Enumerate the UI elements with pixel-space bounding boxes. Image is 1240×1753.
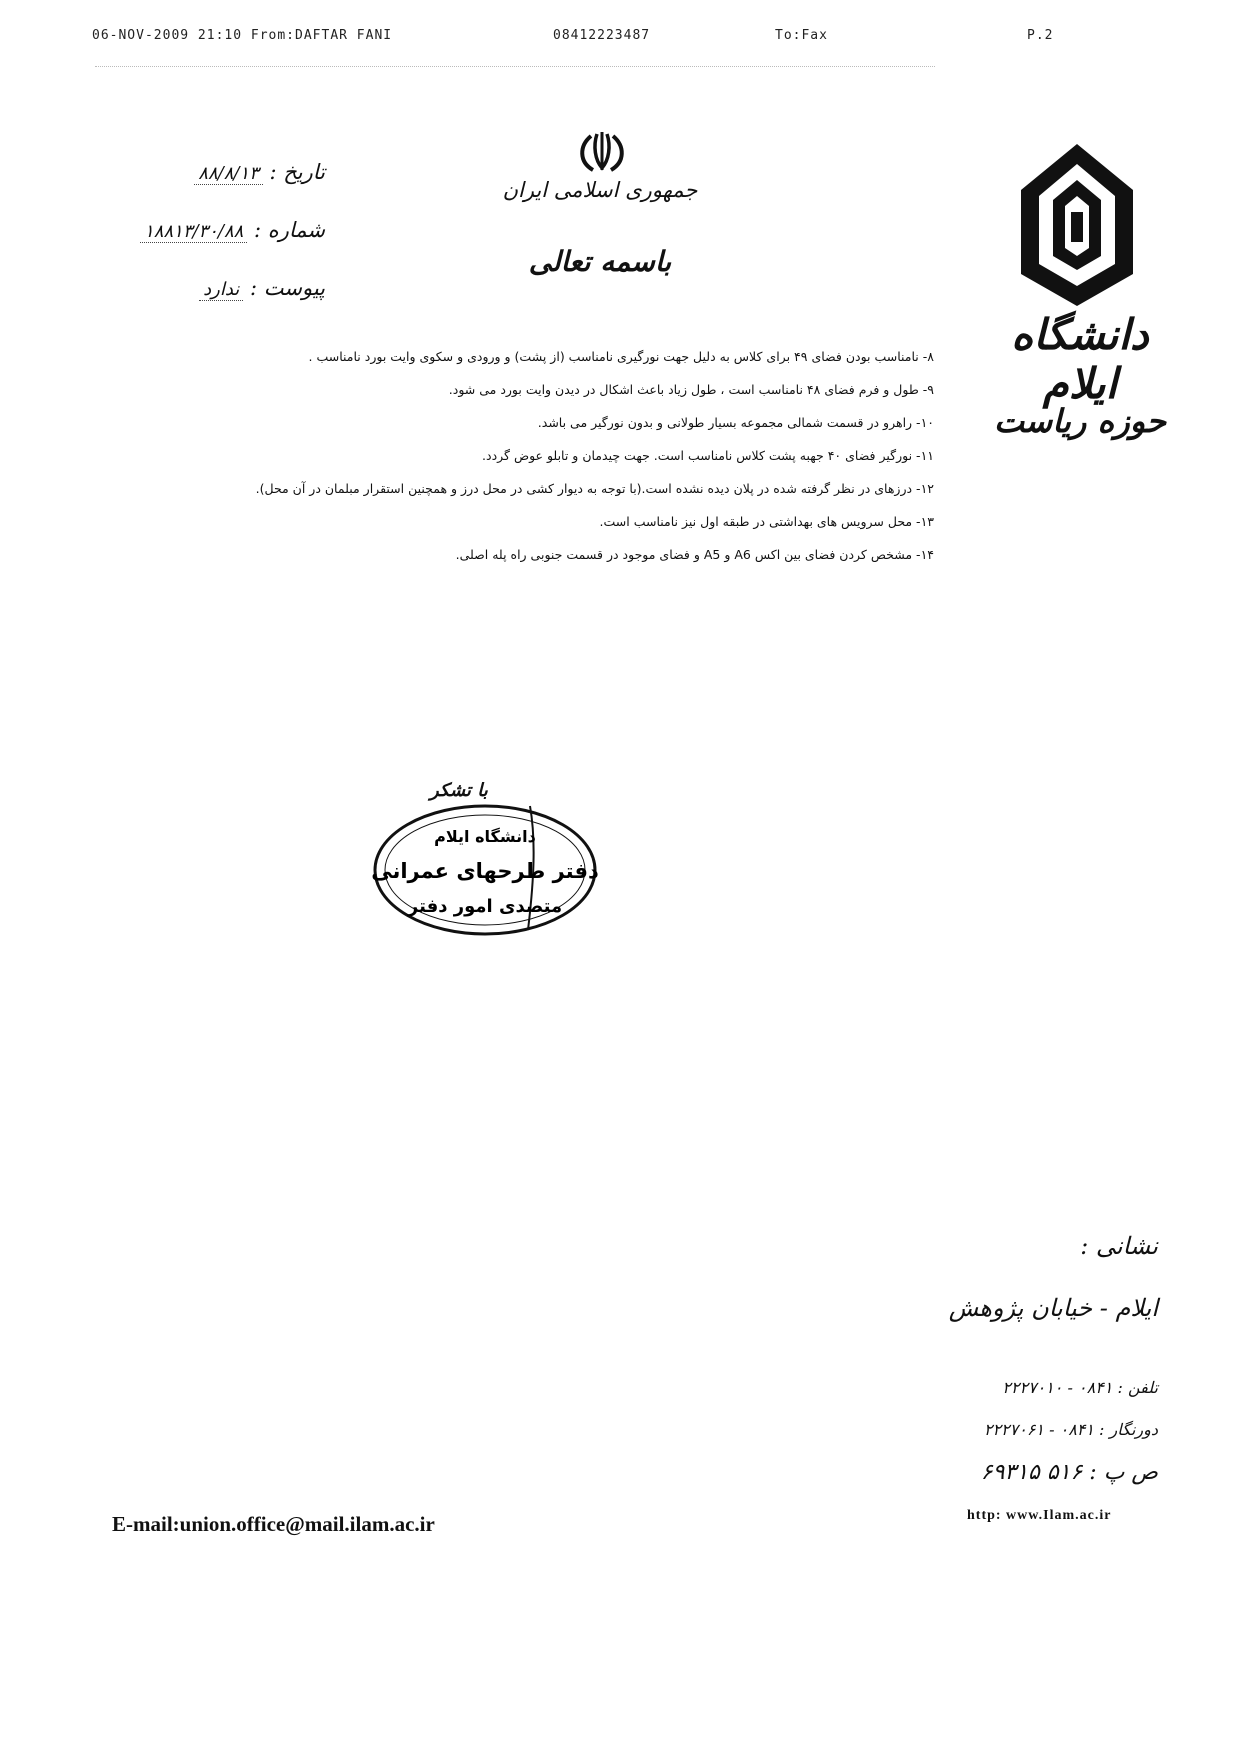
stamp-line-2: دفتر طرحهای عمرانی	[371, 859, 599, 883]
list-item: ۱۰- راهرو در قسمت شمالی مجموعه بسیار طولانی و بدون نورگیر می باشد.	[537, 415, 934, 430]
university-logo-icon	[1017, 140, 1137, 310]
republic-title: جمهوری اسلامی ایران	[502, 178, 698, 202]
stamp-line-1: دانشگاه ایلام	[434, 827, 536, 846]
email-link[interactable]: E-mail:union.office@mail.ilam.ac.ir	[112, 1512, 435, 1536]
items-list	[170, 340, 934, 571]
list-item: ۱۱- نورگیر فضای ۴۰ جهبه پشت کلاس نامناسب است. جهت چیدمان و تابلو عوض گردد.	[482, 448, 934, 463]
address-fax: دورنگار : ۰۸۴۱ - ۲۲۲۷۰۶۱	[983, 1420, 1158, 1439]
number-label: شماره :	[253, 218, 325, 242]
address-street: ایلام - خیابان پژوهش	[948, 1294, 1158, 1322]
address-phone: تلفن : ۰۸۴۱ - ۲۲۲۷۰۱۰	[1002, 1378, 1158, 1397]
letter-attachment	[199, 276, 325, 300]
address-po-box: ص پ : ۵۱۶ ۶۹۳۱۵	[980, 1460, 1158, 1485]
fax-page: P.2	[1027, 28, 1054, 43]
website-link[interactable]: http: www.Ilam.ac.ir	[967, 1508, 1112, 1523]
attachment-label: پیوست :	[250, 276, 325, 300]
list-item: ۱۲- درزهای در نظر گرفته شده در پلان دیده نشده است.(با توجه به دیوار کشی در محل درز و همچنین استقرار مبلمان در آن محل).	[255, 481, 934, 496]
list-item: ۱۴- مشخص کردن فضای بین اکس A6 و A5 و فضای موجود در قسمت جنوبی راه پله اصلی.	[455, 547, 934, 562]
list-item: ۱۳- محل سرویس های بهداشتی در طبقه اول نیز نامناسب است.	[599, 514, 934, 529]
stamp-line-3: متصدی امور دفتر	[407, 896, 563, 917]
closing-text: با تشکر	[430, 780, 488, 801]
university-name: دانشگاه ایلام	[1011, 310, 1149, 408]
fax-to: To:Fax	[775, 28, 828, 43]
fax-date-from: 06-NOV-2009 21:10 From:DAFTAR FANI	[92, 28, 393, 43]
letter-number	[140, 218, 325, 242]
fax-divider	[95, 66, 935, 67]
attachment-value: ندارد	[199, 279, 243, 301]
number-value: ۱۸۸۱۳/۳۰/۸۸	[140, 221, 247, 243]
basmala: باسمه تعالی	[528, 245, 672, 278]
list-item: ۹- طول و فرم فضای ۴۸ نامناسب است ، طول زیاد باعث اشکال در دیدن وایت بورد می شود.	[448, 382, 934, 397]
date-label: تاریخ :	[269, 160, 325, 184]
fax-number: 08412223487	[553, 28, 651, 43]
letter-date	[194, 160, 325, 184]
iran-emblem-icon	[575, 130, 629, 176]
office-name: حوزه ریاست	[993, 402, 1166, 440]
date-value: ۸۸/۸/۱۳	[194, 163, 262, 185]
office-stamp	[370, 800, 600, 940]
list-item: ۸- نامناسب بودن فضای ۴۹ برای کلاس به دلیل جهت نورگیری نامناسب (از پشت) و ورودی و سکوی وایت بورد نامناسب .	[308, 349, 934, 364]
address-label: نشانی :	[1080, 1232, 1158, 1260]
